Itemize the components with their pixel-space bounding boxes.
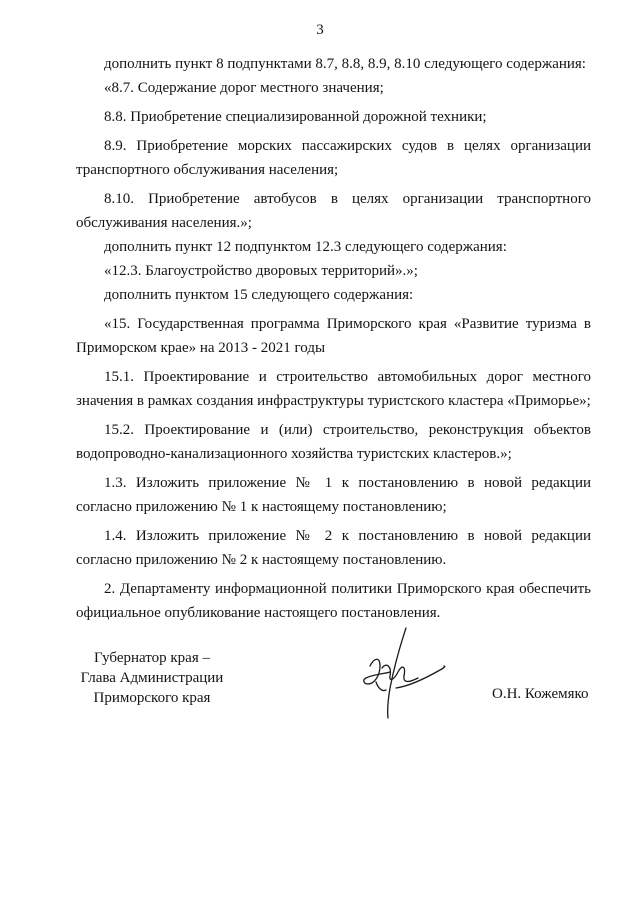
paragraph: дополнить пункт 8 подпунктами 8.7, 8.8, 8.9, 8.10 следующего содержания: — [104, 56, 586, 72]
paragraph: дополнить пунктом 15 следующего содержания: — [104, 287, 414, 303]
paragraph: «15. Государственная программа Приморского края «Развитие туризма в Приморском крае» на 2013 - 2021 годы — [76, 316, 591, 356]
signer-position — [66, 648, 238, 708]
paragraph: 1.3. Изложить приложение № 1 к постановлению в новой редакции согласно приложению № 1 к настоящему постановлению; — [76, 475, 591, 515]
paragraph: «8.7. Содержание дорог местного значения; — [104, 80, 384, 96]
paragraph: дополнить пункт 12 подпунктом 12.3 следующего содержания: — [104, 239, 507, 255]
signer-position-line: Губернатор края – — [94, 650, 210, 666]
handwritten-signature — [340, 622, 450, 722]
signer-name: О.Н. Кожемяко — [492, 686, 589, 702]
paragraph: 1.4. Изложить приложение № 2 к постановлению в новой редакции согласно приложению № 2 к настоящему постановлению. — [76, 528, 591, 568]
signer-position-line: Глава Администрации — [80, 670, 224, 686]
paragraph: 8.8. Приобретение специализированной дорожной техники; — [104, 109, 487, 125]
signer-position-line: Приморского края — [93, 690, 211, 706]
paragraph: 2. Департаменту информационной политики Приморского края обеспечить официальное опубликование настоящего постановления. — [76, 581, 591, 621]
paragraph: 15.2. Проектирование и (или) строительство, реконструкция объектов водопроводно-канализационного хозяйства туристских кластеров.»; — [76, 422, 591, 462]
paragraph: 8.9. Приобретение морских пассажирских судов в целях организации транспортного обслуживания населения; — [76, 138, 591, 178]
paragraph: 15.1. Проектирование и строительство автомобильных дорог местного значения в рамках создания инфраструктуры туристского кластера «Приморье»; — [76, 369, 591, 409]
paragraph: «12.3. Благоустройство дворовых территорий».»; — [104, 263, 418, 279]
signature-block — [0, 648, 640, 728]
page-number: 3 — [316, 22, 324, 38]
paragraph: 8.10. Приобретение автобусов в целях организации транспортного обслуживания населения.»; — [76, 191, 591, 231]
document-body — [76, 52, 591, 625]
